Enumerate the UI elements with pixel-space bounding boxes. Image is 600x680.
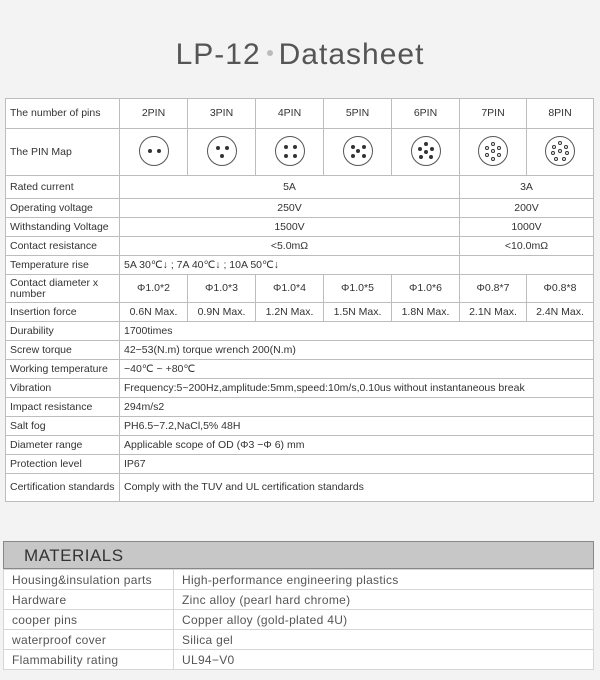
vibration-label: Vibration (6, 379, 120, 398)
insertion-force-label: Insertion force (6, 303, 120, 322)
pinmap-label: The PIN Map (6, 129, 120, 176)
contact-diameter-label: Contact diameter x number (6, 275, 120, 303)
insertion-force-6: 1.8N Max. (392, 303, 460, 322)
protection-level-label: Protection level (6, 455, 120, 474)
materials-row (4, 650, 594, 670)
rated-current-b: 3A (460, 176, 594, 199)
material-name: waterproof cover (4, 630, 174, 650)
row-protection-level (6, 455, 594, 474)
insertion-force-3: 0.9N Max. (188, 303, 256, 322)
row-durability (6, 322, 594, 341)
pins-5: 5PIN (324, 99, 392, 129)
protection-level-value: IP67 (120, 455, 594, 474)
pinmap-7pin-icon (478, 136, 508, 166)
insertion-force-5: 1.5N Max. (324, 303, 392, 322)
pins-6: 6PIN (392, 99, 460, 129)
contact-diameter-4: Φ1.0*4 (256, 275, 324, 303)
material-value: UL94−V0 (174, 650, 594, 670)
pinmap-3pin-icon (207, 136, 237, 166)
pinmap-5pin-icon (343, 136, 373, 166)
title-model: LP-12 (175, 38, 261, 71)
vibration-value: Frequency:5~200Hz,amplitude:5mm,speed:10m/s,0.10us without instantaneous break (120, 379, 594, 398)
row-impact-resistance (6, 398, 594, 417)
row-withstanding-voltage (6, 218, 594, 237)
materials-row (4, 630, 594, 650)
working-temperature-label: Working temperature (6, 360, 120, 379)
temperature-rise-empty (460, 256, 594, 275)
materials-row (4, 570, 594, 590)
durability-value: 1700times (120, 322, 594, 341)
material-value: Zinc alloy (pearl hard chrome) (174, 590, 594, 610)
contact-resistance-label: Contact resistance (6, 237, 120, 256)
row-insertion-force (6, 303, 594, 322)
materials-heading: MATERIALS (24, 546, 124, 565)
page-title (0, 38, 600, 72)
row-temperature-rise (6, 256, 594, 275)
insertion-force-4: 1.2N Max. (256, 303, 324, 322)
row-vibration (6, 379, 594, 398)
insertion-force-2: 0.6N Max. (120, 303, 188, 322)
rated-current-label: Rated current (6, 176, 120, 199)
operating-voltage-a: 250V (120, 199, 460, 218)
title-dot (267, 50, 273, 56)
contact-diameter-6: Φ1.0*6 (392, 275, 460, 303)
row-certification (6, 474, 594, 502)
contact-diameter-7: Φ0.8*7 (460, 275, 527, 303)
row-contact-diameter (6, 275, 594, 303)
datasheet-table (5, 98, 594, 502)
contact-resistance-a: <5.0mΩ (120, 237, 460, 256)
row-screw-torque (6, 341, 594, 360)
pinmap-2pin-icon (139, 136, 169, 166)
impact-resistance-value: 294m/s2 (120, 398, 594, 417)
certification-label: Certification standards (6, 474, 120, 502)
row-operating-voltage (6, 199, 594, 218)
withstanding-voltage-label: Withstanding Voltage (6, 218, 120, 237)
impact-resistance-label: Impact resistance (6, 398, 120, 417)
materials-header (3, 541, 594, 569)
pinmap-4pin-icon (275, 136, 305, 166)
material-value: Silica gel (174, 630, 594, 650)
withstanding-voltage-b: 1000V (460, 218, 594, 237)
pins-3: 3PIN (188, 99, 256, 129)
pins-2: 2PIN (120, 99, 188, 129)
materials-table (3, 569, 594, 670)
screw-torque-label: Screw torque (6, 341, 120, 360)
contact-diameter-3: Φ1.0*3 (188, 275, 256, 303)
insertion-force-7: 2.1N Max. (460, 303, 527, 322)
working-temperature-value: −40℃ ~ +80℃ (120, 360, 594, 379)
row-pinmap (6, 129, 594, 176)
materials-row (4, 610, 594, 630)
row-working-temperature (6, 360, 594, 379)
pins-4: 4PIN (256, 99, 324, 129)
operating-voltage-b: 200V (460, 199, 594, 218)
certification-value: Comply with the TUV and UL certification standards (120, 474, 594, 502)
diameter-range-value: Applicable scope of OD (Φ3 −Φ 6) mm (120, 436, 594, 455)
row-pins (6, 99, 594, 129)
insertion-force-8: 2.4N Max. (527, 303, 594, 322)
durability-label: Durability (6, 322, 120, 341)
contact-resistance-b: <10.0mΩ (460, 237, 594, 256)
pins-label: The number of pins (6, 99, 120, 129)
salt-fog-value: PH6.5−7.2,NaCl,5% 48H (120, 417, 594, 436)
title-datasheet: Datasheet (278, 38, 425, 71)
salt-fog-label: Salt fog (6, 417, 120, 436)
pins-8: 8PIN (527, 99, 594, 129)
temperature-rise-label: Temperature rise (6, 256, 120, 275)
material-name: Housing&insulation parts (4, 570, 174, 590)
rated-current-a: 5A (120, 176, 460, 199)
contact-diameter-5: Φ1.0*5 (324, 275, 392, 303)
contact-diameter-2: Φ1.0*2 (120, 275, 188, 303)
diameter-range-label: Diameter range (6, 436, 120, 455)
operating-voltage-label: Operating voltage (6, 199, 120, 218)
material-name: Flammability rating (4, 650, 174, 670)
materials-row (4, 590, 594, 610)
material-name: Hardware (4, 590, 174, 610)
withstanding-voltage-a: 1500V (120, 218, 460, 237)
pinmap-8pin-icon (545, 136, 575, 166)
material-name: cooper pins (4, 610, 174, 630)
pins-7: 7PIN (460, 99, 527, 129)
row-contact-resistance (6, 237, 594, 256)
material-value: Copper alloy (gold-plated 4U) (174, 610, 594, 630)
temperature-rise-value: 5A 30℃↓ ; 7A 40℃↓ ; 10A 50℃↓ (120, 256, 460, 275)
contact-diameter-8: Φ0.8*8 (527, 275, 594, 303)
row-salt-fog (6, 417, 594, 436)
row-diameter-range (6, 436, 594, 455)
row-rated-current (6, 176, 594, 199)
screw-torque-value: 42−53(N.m) torque wrench 200(N.m) (120, 341, 594, 360)
pinmap-6pin-icon (411, 136, 441, 166)
material-value: High-performance engineering plastics (174, 570, 594, 590)
